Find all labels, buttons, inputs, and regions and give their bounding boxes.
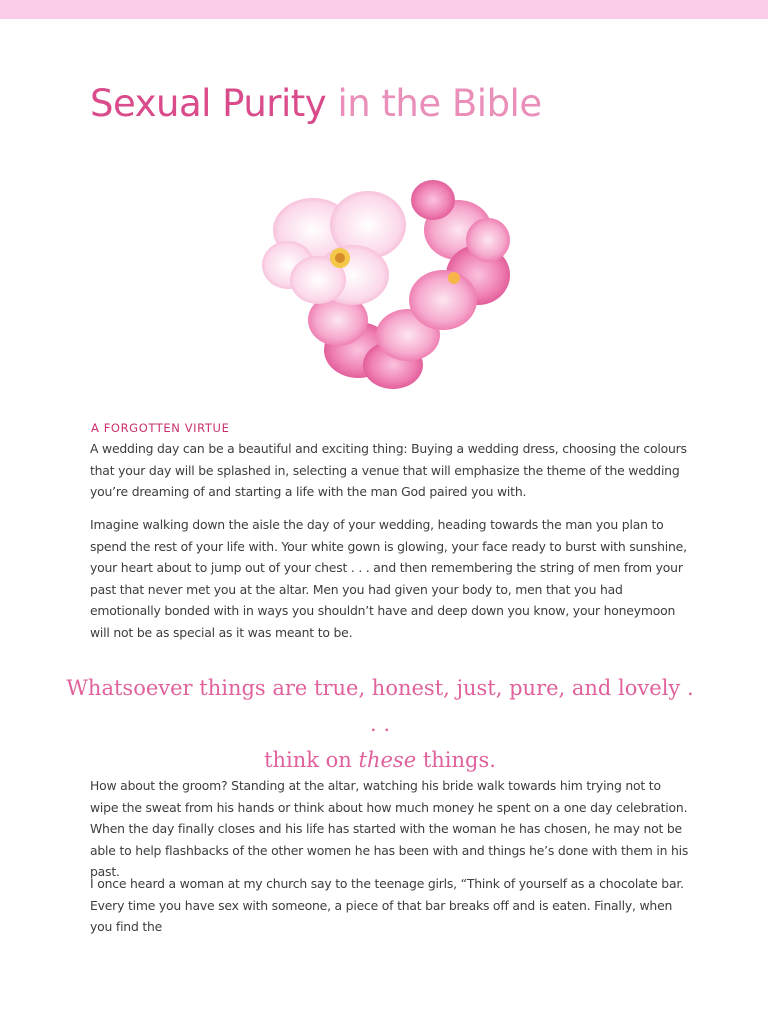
paragraph-3: How about the groom? Standing at the altar, watching his bride walk towards him trying not to wipe the sweat from his hands or think about how much money he spent on a one day celebration. When the day finally closes and his life has started with the woman he has chosen, he may not be able to help flashbacks of the other women he has been with and things he’s done with them in his past. [90, 778, 689, 879]
pull-quote [60, 670, 700, 778]
pull-quote-line-2 [60, 742, 700, 778]
paragraph-1: A wedding day can be a beautiful and exciting thing: Buying a wedding dress, choosing the colours that your day will be splashed in, selecting a venue that will emphasize the theme of the wedding you’re dreaming of and starting a life with the man God paired you with. [90, 441, 687, 499]
section-label: A FORGOTTEN VIRTUE [91, 421, 230, 435]
cherry-blossom-heart-image [258, 170, 518, 395]
blossom-left [262, 191, 406, 305]
title-rest: in the Bible [337, 82, 542, 125]
blossom-right [409, 180, 510, 330]
pull-quote-line-1: Whatsoever things are true, honest, just, pure, and lovely . . . [66, 676, 694, 736]
pull-quote-post: things. [422, 748, 496, 772]
paragraph-4: I once heard a woman at my church say to the teenage girls, “Think of yourself as a chocolate bar. Every time you have sex with someone, a piece of that bar breaks off and is eaten. Finally, when you find the [90, 876, 684, 934]
pull-quote-pre: think on [264, 748, 352, 772]
title-main: Sexual Purity [90, 82, 327, 125]
pull-quote-emphasis: these [358, 748, 417, 772]
blossom-center [448, 272, 460, 284]
page-title [90, 82, 542, 125]
top-color-band [0, 0, 768, 19]
paragraph-2: Imagine walking down the aisle the day of your wedding, heading towards the man you plan to spend the rest of your life with. Your white gown is glowing, your face ready to burst with sunshine, your heart about to jump out of your chest . . . and then remembering the string of men from your past that never met you at the altar. Men you had given your body to, men that you had emotionally bonded with in ways you shouldn’t have and deep down you know, your honeymoon will not be as special as it was meant to be. [90, 517, 687, 640]
